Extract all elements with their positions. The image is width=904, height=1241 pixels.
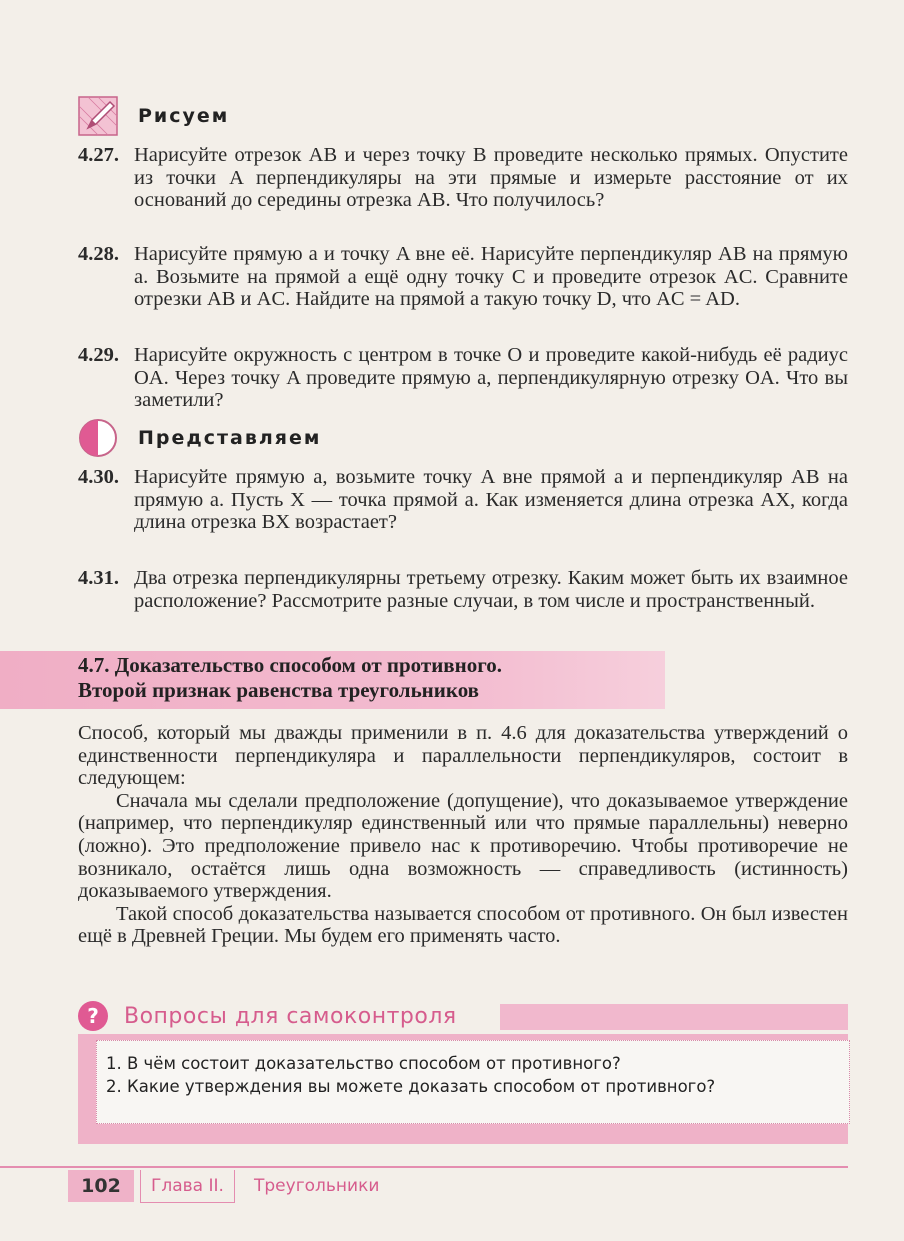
question-item: 1. В чём состоит доказательство способом от противного? xyxy=(106,1054,621,1073)
page-number: 102 xyxy=(81,1175,121,1197)
self-control-header-strip xyxy=(500,1004,848,1030)
exercise-number: 4.27. xyxy=(78,144,119,166)
half-circle-icon xyxy=(78,418,118,458)
page-number-box xyxy=(68,1170,134,1202)
exercise-4-29 xyxy=(78,344,848,412)
self-control-header xyxy=(78,1001,457,1031)
self-control-questions xyxy=(106,1052,836,1098)
question-icon: ? xyxy=(78,1001,108,1031)
exercise-number: 4.31. xyxy=(78,567,119,589)
exercise-number: 4.30. xyxy=(78,466,119,488)
exercise-text: Нарисуйте прямую a и точку A вне её. Нарисуйте перпендикуляр AB на прямую a. Возьмите на прямой a ещё одну точку C и проведите отрезок AC. Сравните отрезки AB и AC. Найдите на прямой a такую точку D, что AC = AD. xyxy=(134,243,848,310)
paragraph: Такой способ доказательства называется способом от противного. Он был известен ещё в Древней Греции. Мы будем его применять часто. xyxy=(78,902,848,948)
exercise-4-31 xyxy=(78,567,848,612)
exercise-4-30 xyxy=(78,466,848,534)
paragraph: Способ, который мы дважды применили в п. 4.6 для доказательства утверждений о единственности перпендикуляра и параллельности перпендикуляров, состоит в следующем: xyxy=(78,722,848,790)
section-imagine-label: Представляем xyxy=(138,427,322,449)
exercise-number: 4.28. xyxy=(78,243,119,265)
section-title xyxy=(78,653,678,703)
self-control-title: Вопросы для самоконтроля xyxy=(124,1003,457,1029)
section-title-line1: 4.7. Доказательство способом от противного. xyxy=(78,653,503,677)
footer-chapter: Глава II. xyxy=(140,1170,235,1203)
exercise-text: Нарисуйте прямую a, возьмите точку A вне прямой a и перпендикуляр AB на прямую a. Пусть X — точка прямой a. Как изменяется длина отрезка AX, когда длина отрезка BX возрастает? xyxy=(134,466,848,533)
exercise-4-27 xyxy=(78,144,848,212)
exercise-text: Два отрезка перпендикулярны третьему отрезку. Каким может быть их взаимное расположение? Рассмотрите разные случаи, в том числе и пространственный. xyxy=(134,567,848,612)
exercise-text: Нарисуйте окружность с центром в точке O и проведите какой-нибудь её радиус OA. Через точку A проведите прямую a, перпендикулярную отрезку OA. Что вы заметили? xyxy=(134,344,848,411)
exercise-number: 4.29. xyxy=(78,344,119,366)
section-body xyxy=(78,722,848,948)
question-item: 2. Какие утверждения вы можете доказать способом от противного? xyxy=(106,1077,716,1096)
paragraph: Сначала мы сделали предположение (допущение), что доказываемое утверждение (например, что перпендикуляр единственный или что прямые параллельны) неверно (ложно). Это предположение привело нас к противоречию. Чтобы противоречие не возникало, остаётся лишь одна возможность — справедливость (истинность) доказываемого утверждения. xyxy=(78,789,848,903)
exercise-text: Нарисуйте отрезок AB и через точку B проведите несколько прямых. Опустите из точки A перпендикуляры на эти прямые и измерьте расстояние от их оснований до середины отрезка AB. Что получилось? xyxy=(134,144,848,211)
section-draw-label: Рисуем xyxy=(138,105,230,127)
pencil-icon xyxy=(78,96,118,136)
section-title-line2: Второй признак равенства треугольников xyxy=(78,678,480,702)
exercise-4-28 xyxy=(78,243,848,311)
footer-rule xyxy=(0,1166,848,1168)
section-imagine-header xyxy=(78,418,321,458)
footer-topic: Треугольники xyxy=(254,1176,380,1196)
section-draw-header xyxy=(78,96,229,136)
